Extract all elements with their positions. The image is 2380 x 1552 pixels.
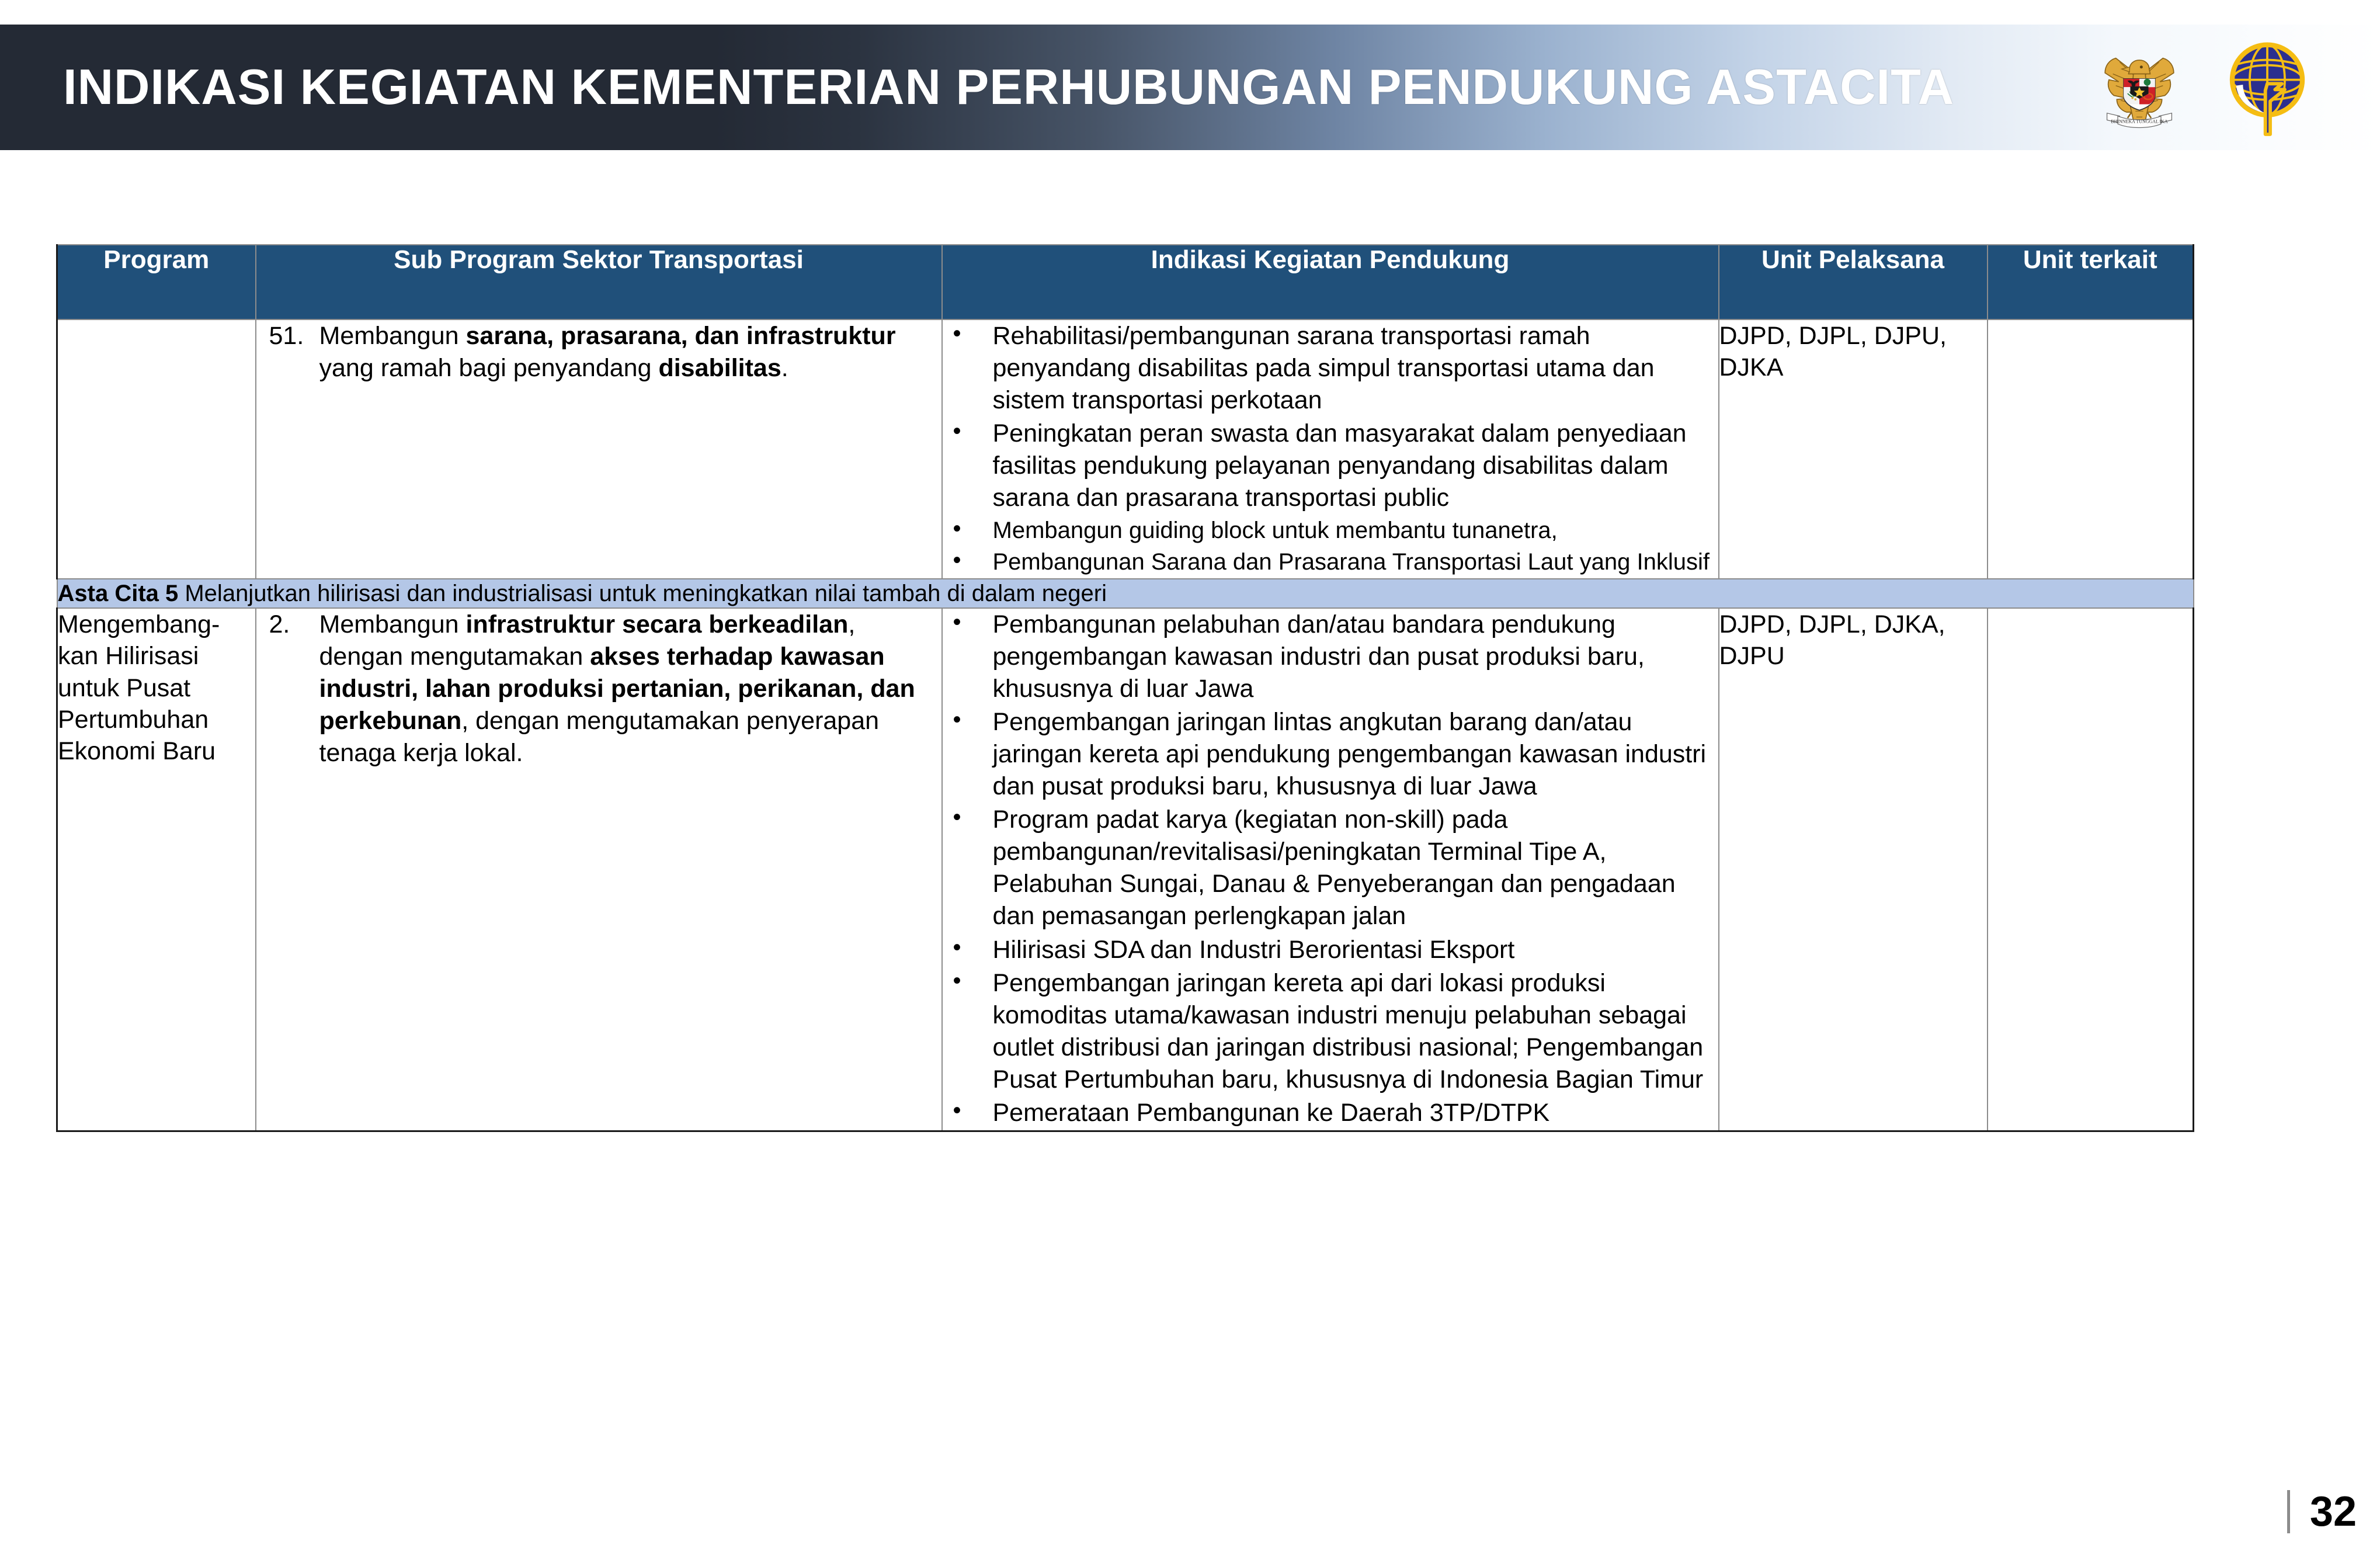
section-banner-row: [57, 579, 2194, 608]
table-header: [57, 245, 2194, 320]
list-item: • Pengembangan jaringan kereta api dari lokasi produksi komoditas utama/kawasan industri menuju pelabuhan sebagai outlet distribusi dan jaringan distribusi nasional; Pengembangan Pusat Pertumbuhan baru, khususnya di Indonesia Bagian Timur: [943, 967, 1718, 1096]
footer: [2287, 1488, 2357, 1536]
unit-pelaksana-text: DJPD, DJPL, DJPU, DJKA: [1719, 322, 1947, 382]
activities-table-wrapper: [56, 244, 2193, 1132]
column-header-unit-pelaksana: Unit Pelaksana: [1719, 245, 1988, 320]
section-banner-text: Melanjutkan hilirisasi dan industrialisasi untuk meningkatkan nilai tambah di dalam negeri: [178, 581, 1107, 607]
footer-divider: [2287, 1490, 2290, 1533]
list-item: • Membangun guiding block untuk membantu tunanetra,: [943, 515, 1718, 546]
cell-unit-terkait: [1988, 320, 2194, 579]
cell-subprogram: [256, 608, 942, 1131]
list-item: • Pemerataan Pembangunan ke Daerah 3TP/DTPK: [943, 1097, 1718, 1129]
section-banner-label: Asta Cita 5: [57, 581, 179, 607]
subprogram-item: [256, 320, 941, 384]
column-header-indikasi: Indikasi Kegiatan Pendukung: [942, 245, 1719, 320]
unit-pelaksana-text: DJPD, DJPL, DJKA, DJPU: [1719, 610, 1945, 671]
column-header-unit-terkait: Unit terkait: [1988, 245, 2194, 320]
table-row: [57, 608, 2194, 1131]
list-item: • Pembangunan pelabuhan dan/atau bandara pendukung pengembangan kawasan industri dan pusat produksi baru, khususnya di luar Jawa: [943, 609, 1718, 705]
header-logos: [2090, 39, 2311, 137]
cell-indikasi: [942, 320, 1719, 579]
cell-unit-pelaksana: [1719, 320, 1988, 579]
cell-indikasi: [942, 608, 1719, 1131]
subprogram-text: Membangun infrastruktur secara berkeadilan, dengan mengutamakan akses terhadap kawasan industri, lahan produksi pertanian, perikanan, dan perkebunan, dengan mengutamakan penyerapan tenaga kerja lokal.: [319, 610, 915, 768]
table-header-row: [57, 245, 2194, 320]
svg-text:BHINNEKA TUNGGAL IKA: BHINNEKA TUNGGAL IKA: [2111, 118, 2168, 124]
list-item: • Rehabilitasi/pembangunan sarana transportasi ramah penyandang disabilitas pada simpul transportasi utama dan sistem transportasi perkotaan: [943, 320, 1718, 416]
subprogram-item: [256, 609, 941, 769]
subprogram-number: 51.: [269, 322, 304, 350]
indikasi-list: [943, 320, 1718, 577]
section-banner-cell: [57, 579, 2194, 608]
list-item: • Hilirisasi SDA dan Industri Berorientasi Eksport: [943, 934, 1718, 966]
subprogram-number: 2.: [269, 610, 290, 639]
cell-program: [57, 608, 256, 1131]
column-header-subprogram: Sub Program Sektor Transportasi: [256, 245, 942, 320]
list-item: • Program padat karya (kegiatan non-skill) pada pembangunan/revitalisasi/peningkatan Terminal Tipe A, Pelabuhan Sungai, Danau & Penyeberangan dan pengadaan dan pemasangan perlengkapan jalan: [943, 804, 1718, 932]
list-item: • Peningkatan peran swasta dan masyarakat dalam penyediaan fasilitas pendukung pelayanan penyandang disabilitas dalam sarana dan prasarana transportasi public: [943, 418, 1718, 514]
kementerian-perhubungan-logo: [2223, 39, 2311, 137]
page-title: INDIKASI KEGIATAN KEMENTERIAN PERHUBUNGAN PENDUKUNG ASTACITA: [63, 59, 1955, 115]
cell-subprogram: [256, 320, 942, 579]
program-text: Mengembang-kan Hilirisasi untuk Pusat Pertumbuhan Ekonomi Baru: [58, 610, 220, 765]
table-row: [57, 320, 2194, 579]
cell-unit-pelaksana: [1719, 608, 1988, 1131]
page-number: 32: [2309, 1488, 2357, 1535]
activities-table: [56, 244, 2194, 1132]
column-header-program: Program: [57, 245, 256, 320]
subprogram-text: Membangun sarana, prasarana, dan infrastruktur yang ramah bagi penyandang disabilitas.: [319, 322, 896, 383]
list-item: • Pengembangan jaringan lintas angkutan barang dan/atau jaringan kereta api pendukung pengembangan kawasan industri dan pusat produksi baru, khususnya di luar Jawa: [943, 706, 1718, 803]
cell-program: [57, 320, 256, 579]
cell-unit-terkait: [1988, 608, 2194, 1131]
garuda-pancasila-emblem: [2090, 39, 2188, 137]
header-banner: [0, 25, 2380, 150]
table-body: [57, 320, 2194, 1131]
list-item: • Pembangunan Sarana dan Prasarana Transportasi Laut yang Inklusif: [943, 547, 1718, 577]
indikasi-list: [943, 609, 1718, 1129]
